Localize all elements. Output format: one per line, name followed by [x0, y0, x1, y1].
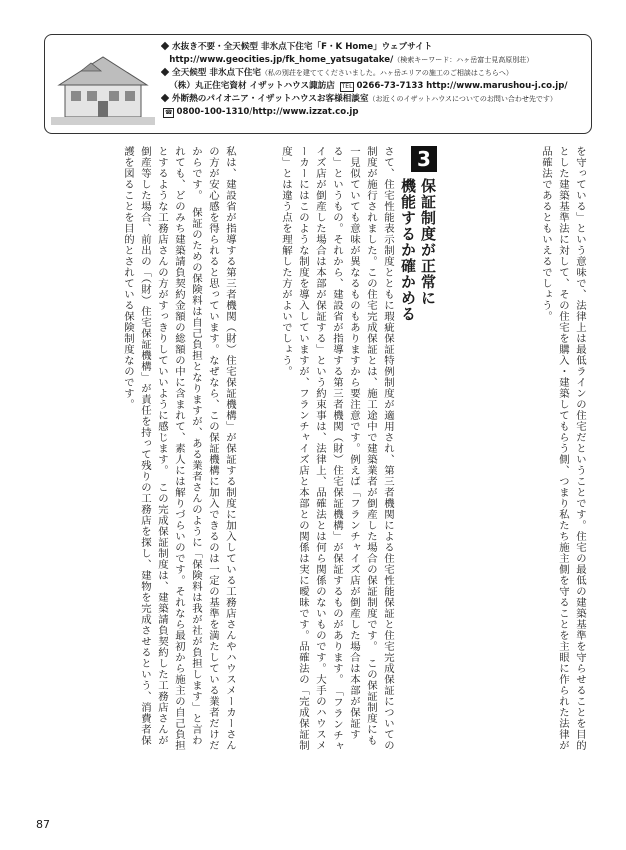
page-number: 87 — [36, 818, 50, 831]
paragraph: 私は、建設省が指導する第三者機関（財）住宅保証機構」が保証する制度に加入している工務店さんやハウスメーカーさんの方が安心感を得られると思っています。なぜなら、この保証機構に加入できるのは一定の基準を満たしている業者だけだからです。 保証のための保険料は自己負担となりますが、ある業者さんのように「保険料は我が社が負担します」と言われても、どのみち建築請負契約金額の総額の中に含まれて、素人には解りづらいのです。それなら最初から施主の自己負担とするような工務店さんの方がすっきりしていいように感じます。 この完成保証制度は、建築請負契約した工務店さんが倒産等した場合、前出の「（財）住宅保証機構」が責任を持って残りの工務店を探し、建物を完成させるという、消費者保護を図ることを目的とされている保険制度なのです。 — [122, 146, 236, 751]
freedial-number[interactable]: 0800-100-1310 — [176, 107, 250, 117]
header-line-company: （株）丸正住宅資材 イザットハウス諏訪店 TEL 0266-73-7133 http://www.marushou-j.co.jp/ — [169, 81, 568, 91]
text-column-right-a — [440, 146, 588, 756]
company-url-link[interactable]: http://www.marushou-j.co.jp/ — [426, 81, 568, 91]
izzat-url-link[interactable]: http://www.izzat.co.jp — [252, 107, 359, 117]
header-line-builder: 全天候型 非氷点下住宅（私の別荘を建ててくださいました。ハヶ岳エリアの施工のご相談はこちらへ） — [161, 67, 589, 80]
section-number: 3 — [411, 146, 437, 172]
website-url-link[interactable]: http://www.geocities.jp/fk_home_yatsugatake/ — [169, 55, 394, 65]
freedial-icon: ☎ — [165, 109, 173, 116]
header-line-freedial: ☎ 0800-100-1310/http://www.izzat.co.jp — [165, 107, 359, 117]
text-column-right-b — [240, 146, 396, 756]
contact-info-box — [44, 34, 592, 134]
house-illustration — [51, 45, 155, 125]
tel-icon: TEL — [341, 83, 353, 90]
company-phone[interactable]: 0266-73-7133 — [356, 81, 424, 91]
header-line-website-url: http://www.geocities.jp/fk_home_yatsugatake/（検索キーワード：ハヶ岳富士見高原別荘） — [169, 55, 534, 65]
header-line-website: 水抜き不要・全天候型 非氷点下住宅「F・K Home」ウェブサイト — [161, 41, 589, 54]
section-heading — [398, 146, 438, 386]
paragraph: を守っている」という意味で、法律上は最低ラインの住宅だということです。住宅の最低の建築基準を守らせることを目的とした建築基準法に対して、その住宅を購入・建築してもらう側、つまり私たち施主側を守ることを主眼に作られた法律が品確法であるともいえるでしょう。 — [540, 146, 586, 751]
section-title: 保証制度が正常に 機能するか確かめる — [399, 178, 437, 322]
text-column-right-c — [44, 146, 238, 756]
paragraph: さて、住宅性能表示制度とともに瑕疵保証特例制度が適用され、第三者機関による住宅性能保証と住宅完成保証についての制度が施行されました。この住宅完成保証とは、施工途中で建築業者が倒産した場合の保証制度です。 この保証制度にも一見似ていても意味が異なるものもありますから要注意です。例えば「フランチャイズ店が倒産した場合は本部が保証する」というもの。それから、建設省が指導する第三者機関（財）住宅保証機構」が保証するものがあります。 「フランチャイズ店が倒産した場合は本部が保証する」という約束事は、法律上、品確法とは何ら関係のないものです。大手のハウスメーカーにはこのような制度を導入していますが、フランチャイズ店と本部との関係は実に曖昧です。品確法の「完成保証制度」とは違う点を理解した方がよいでしょう。 — [280, 146, 394, 752]
header-line-izzat: 外断熱のパイオニア・イザットハウスお客様相談室（お近くのイザットハウスについてのお問い合わせ先です） — [161, 93, 589, 106]
